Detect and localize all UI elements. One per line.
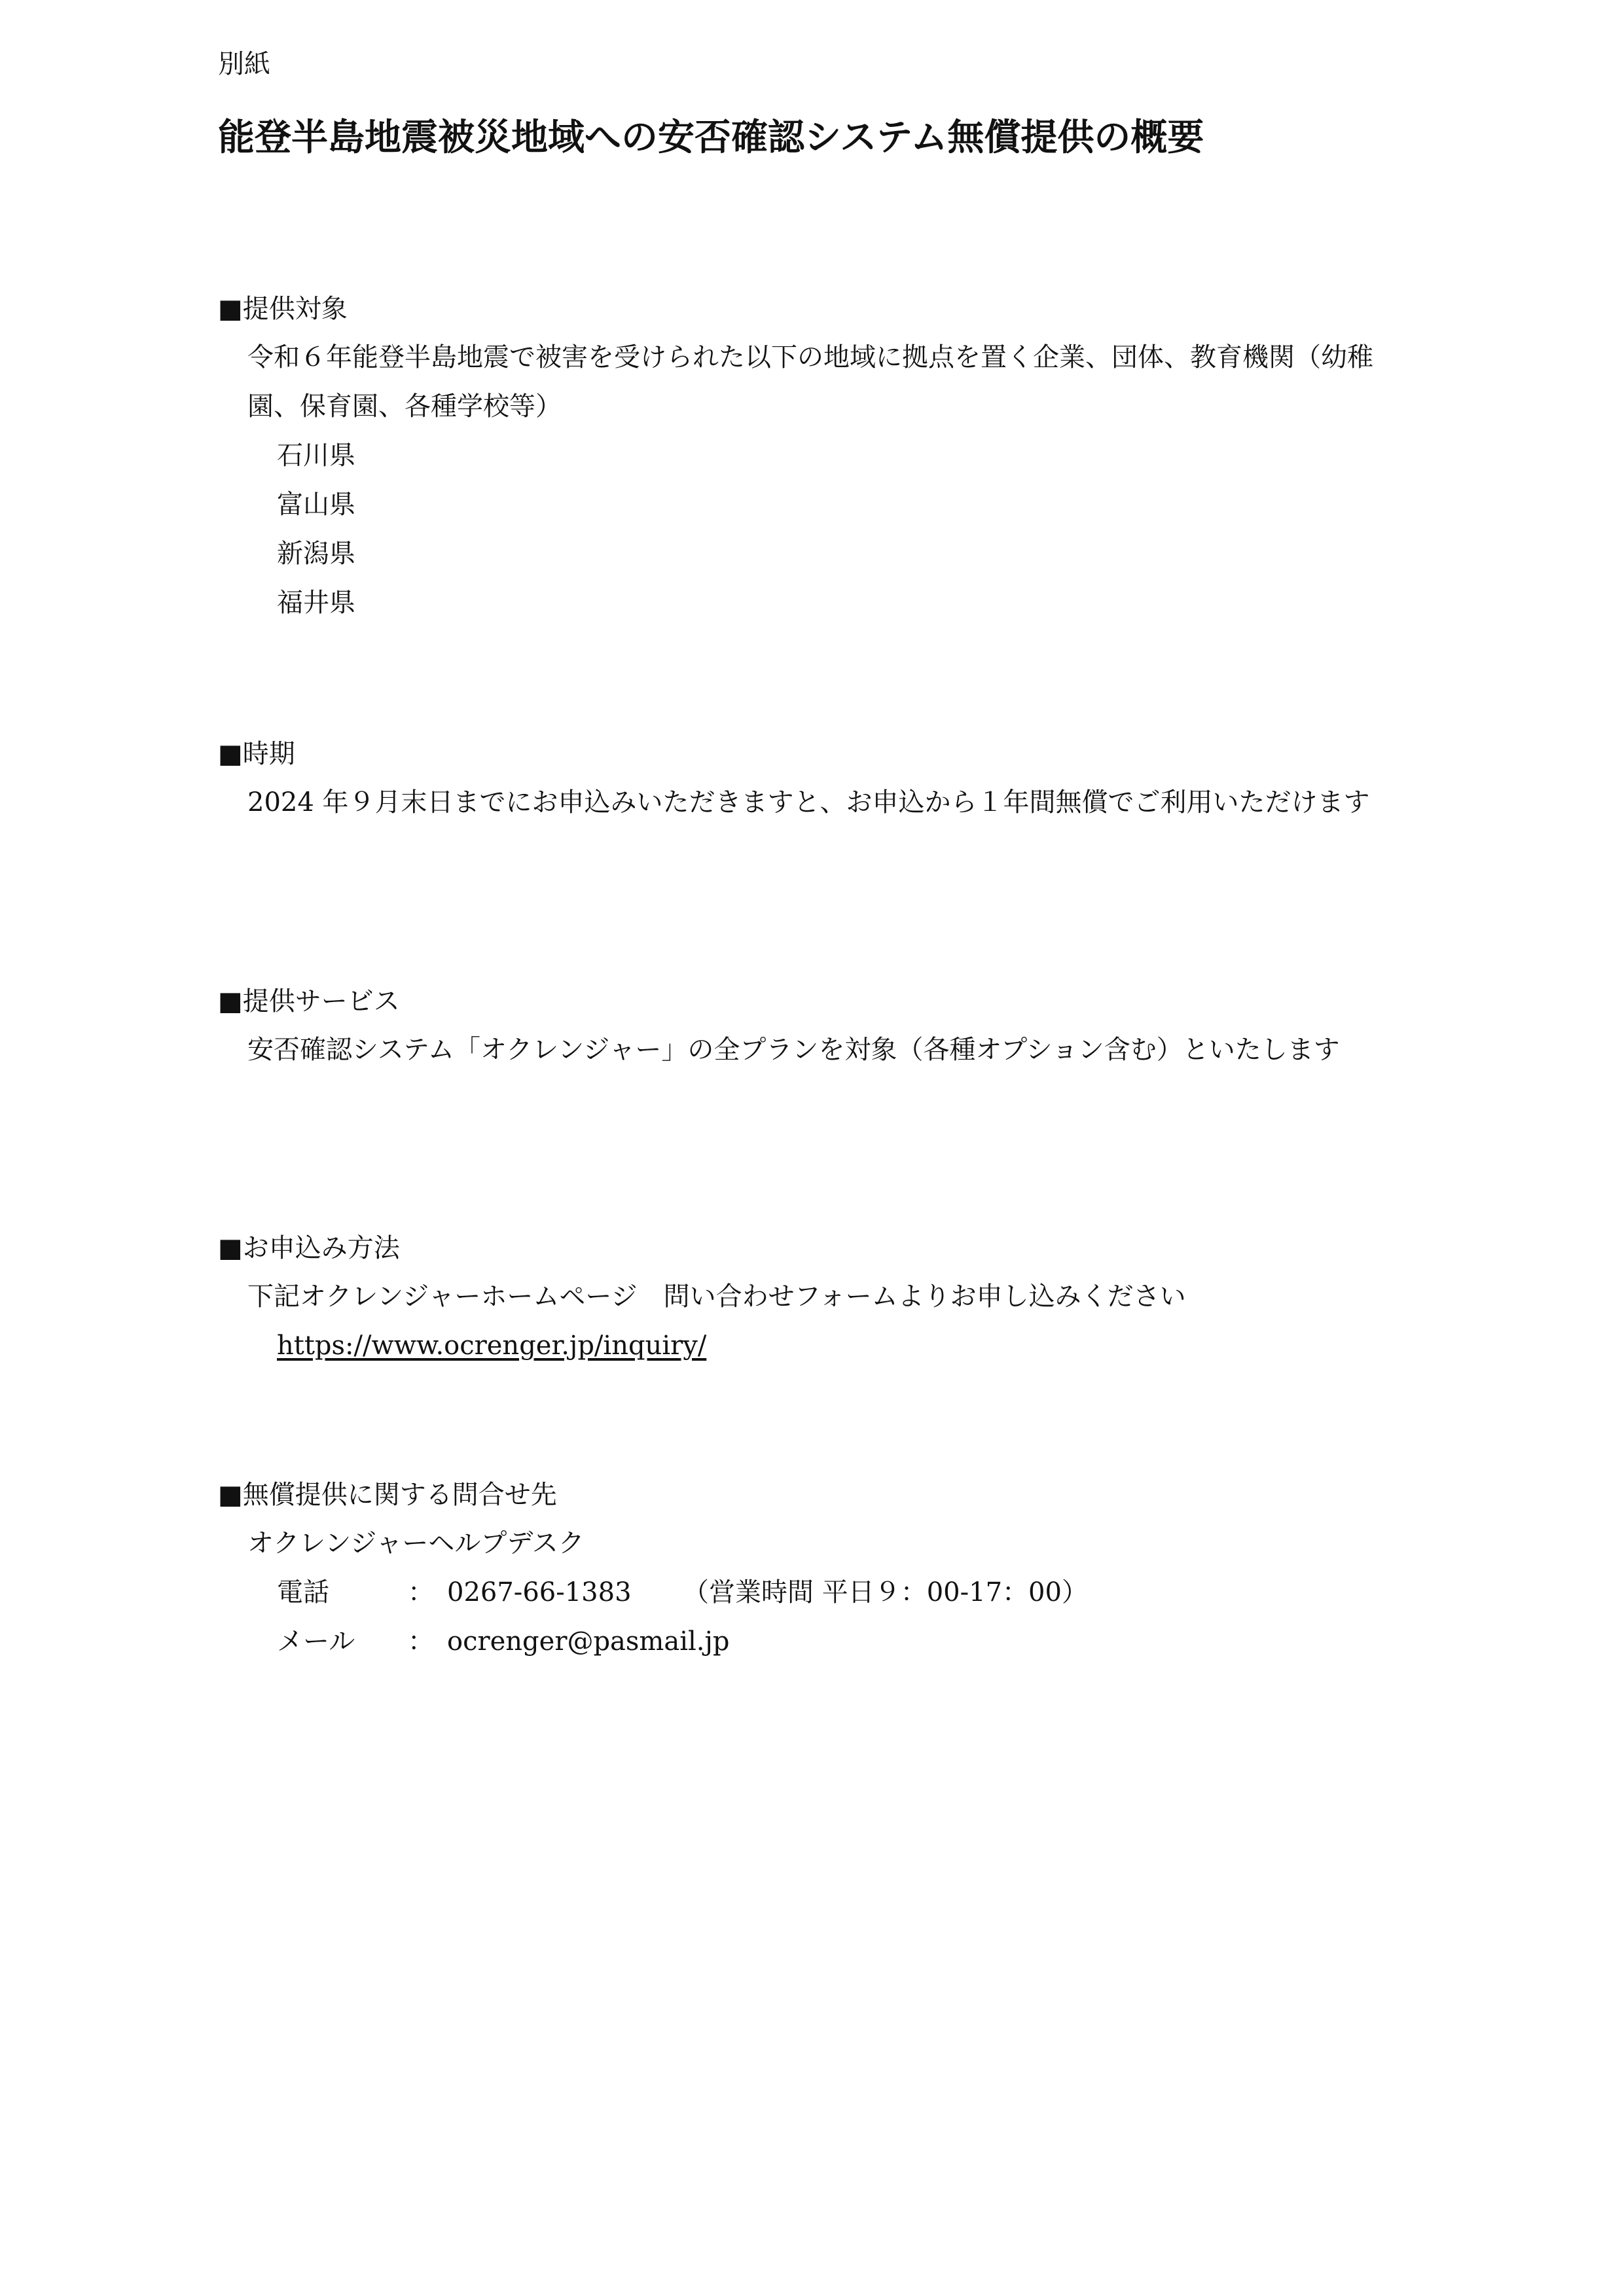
mail-label: メール xyxy=(277,1626,355,1657)
business-hours: （営業時間 平日９：00-17：00） xyxy=(683,1577,1088,1607)
section-service xyxy=(218,977,1435,1075)
section-contact xyxy=(218,1471,1435,1666)
period-description: 2024 年９月末日までにお申込みいただきますと、お申込から１年間無償でご利用いただけます xyxy=(247,787,1370,817)
target-description: 令和６年能登半島地震で被害を受けられた以下の地域に拠点を置く企業、団体、教育機関（幼稚園、保育園、各種学校等） xyxy=(247,342,1373,422)
apply-description: 下記オクレンジャーホームページ 問い合わせフォームよりお申し込みください xyxy=(247,1282,1186,1312)
phone-row xyxy=(277,1568,1435,1617)
phone-label: 電話 xyxy=(277,1577,329,1607)
section-target xyxy=(218,285,1435,628)
section-period xyxy=(218,730,1435,827)
section-heading-apply: ■お申込み方法 xyxy=(218,1233,400,1263)
prefecture-item: 富山県 xyxy=(277,490,355,520)
inquiry-link[interactable]: https://www.ocrenger.jp/inquiry/ xyxy=(277,1331,707,1361)
section-heading-service: ■提供サービス xyxy=(218,986,400,1016)
prefecture-item: 新潟県 xyxy=(277,539,355,569)
section-heading-contact: ■無償提供に関する問合せ先 xyxy=(218,1480,557,1510)
attachment-label: 別紙 xyxy=(218,49,270,79)
document-title: 能登半島地震被災地域への安否確認システム無償提供の概要 xyxy=(218,116,1204,159)
helpdesk-name: オクレンジャーヘルプデスク xyxy=(247,1528,585,1558)
mail-separator: ： xyxy=(408,1626,434,1657)
phone-separator: ： xyxy=(408,1577,434,1607)
prefecture-item: 福井県 xyxy=(277,588,355,618)
mail-row xyxy=(277,1617,1435,1666)
section-apply xyxy=(218,1224,1435,1371)
service-description: 安否確認システム「オクレンジャー」の全プランを対象（各種オプション含む）といたします xyxy=(247,1035,1340,1065)
phone-number: 0267-66-1383 xyxy=(447,1577,632,1607)
mail-address[interactable]: ocrenger@pasmail.jp xyxy=(447,1626,730,1657)
inquiry-link-row xyxy=(277,1321,1435,1371)
section-heading-period: ■時期 xyxy=(218,739,295,769)
section-heading-target: ■提供対象 xyxy=(218,294,348,324)
prefecture-item: 石川県 xyxy=(277,440,355,471)
